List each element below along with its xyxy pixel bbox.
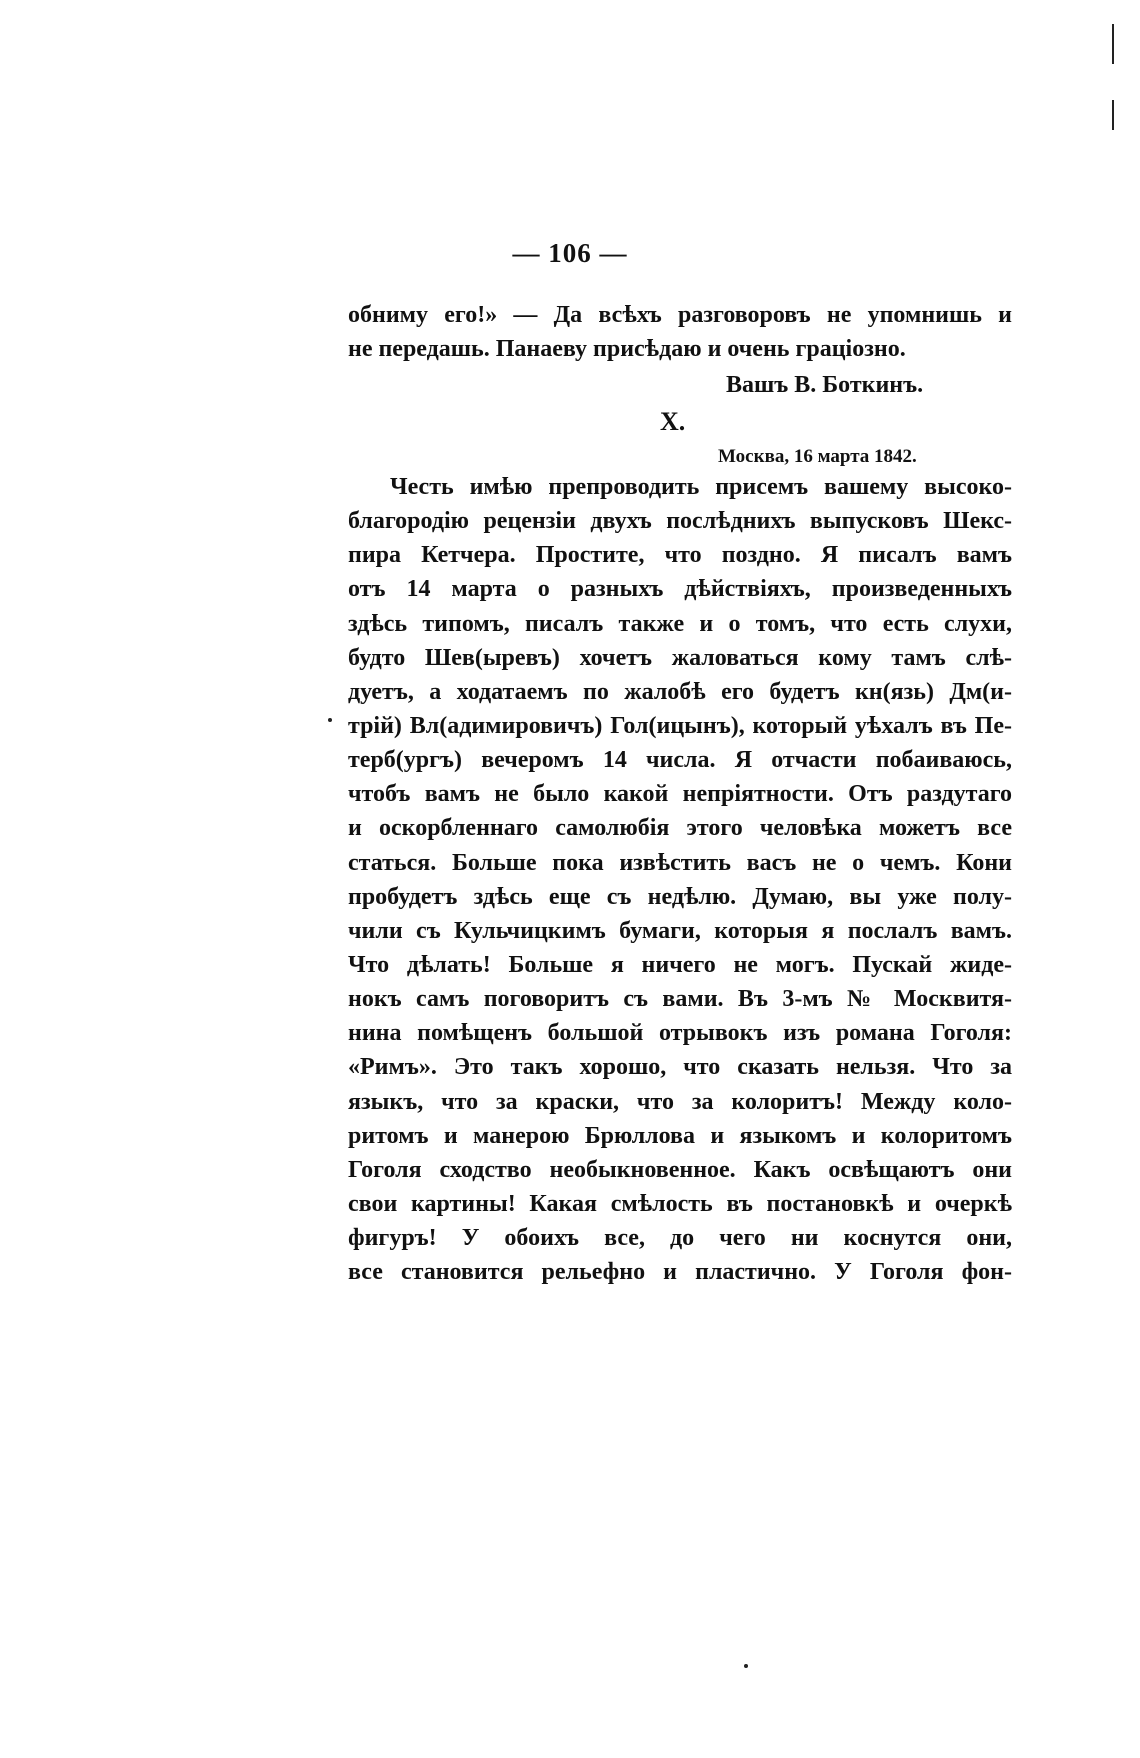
scan-speck (744, 1664, 748, 1668)
scan-speck (1112, 24, 1114, 64)
letter-body (348, 470, 1012, 1289)
text-line: нокъ самъ поговоритъ съ вами. Въ 3-мъ № Москвитя- (348, 986, 1012, 1013)
text-line: Что дѣлать! Больше я ничего не могъ. Пускай жиде- (348, 951, 1012, 978)
scan-speck (1112, 100, 1114, 130)
signature (0, 368, 1140, 402)
text-line: Гоголя сходство необыкновенное. Какъ освѣщаютъ они (348, 1156, 1012, 1183)
text-line: статься. Больше пока извѣстить васъ не о чемъ. Кони (348, 849, 1012, 876)
text-line: не передашь. Панаеву присѣдаю и очень граціозно. (348, 336, 906, 363)
dateline: Москва, 16 марта 1842. (718, 446, 917, 467)
text-line: нина помѣщенъ большой отрывокъ изъ романа Гоголя: (348, 1020, 1012, 1047)
signature-text: Вашъ В. Боткинъ. (726, 372, 924, 398)
text-line: все становится рельефно и пластично. У Гоголя фон- (348, 1259, 1012, 1286)
text-line: терб(ургъ) вечеромъ 14 числа. Я отчасти побаиваюсь, (348, 747, 1012, 774)
text-line: здѣсь типомъ, писалъ также и о томъ, что есть слухи, (348, 610, 1012, 637)
text-line: дуетъ, а ходатаемъ по жалобѣ его будетъ кн(язь) Дм(и- (348, 678, 1012, 705)
text-line: благородію рецензіи двухъ послѣднихъ выпусковъ Шекс- (348, 508, 1012, 535)
text-line: фигуръ! У обоихъ все, до чего ни коснутся они, (348, 1225, 1012, 1252)
text-line: ритомъ и манерою Брюллова и языкомъ и колоритомъ (348, 1122, 1012, 1149)
text-line: пробудетъ здѣсь еще съ недѣлю. Думаю, вы уже полу- (348, 883, 1012, 910)
page-number: — 106 — (512, 238, 628, 268)
text-line: свои картины! Какая смѣлость въ постановкѣ и очеркѣ (348, 1190, 1012, 1217)
text-line: пира Кетчера. Простите, что поздно. Я писалъ вамъ (348, 542, 1012, 569)
text-line: и оскорбленнаго самолюбія этого человѣка можетъ все (348, 815, 1012, 842)
letter-number: X. (660, 407, 686, 436)
text-line: трій) Вл(адимировичъ) Гол(ицынъ), который уѣхалъ въ Пе- (348, 712, 1012, 739)
text-line: языкъ, что за краски, что за колоритъ! Между коло- (348, 1088, 1012, 1115)
text-line: отъ 14 марта о разныхъ дѣйствіяхъ, произведенныхъ (348, 576, 1012, 603)
text-line: обниму его!» — Да всѣхъ разговоровъ не упомнишь и (348, 302, 1012, 328)
text-line: «Римъ». Это такъ хорошо, что сказать нельзя. Что за (348, 1054, 1012, 1081)
text-line: чили съ Кульчицкимъ бумаги, которыя я послалъ вамъ. (348, 917, 1012, 944)
text-line: Честь имѣю препроводить присемъ вашему высоко- (390, 474, 1012, 500)
scan-speck (328, 718, 332, 722)
text-line: будто Шев(ыревъ) хочетъ жаловаться кому тамъ слѣ- (348, 644, 1012, 671)
opening-paragraph (348, 298, 1012, 366)
text-line: чтобъ вамъ не было какой непріятности. Отъ раздутаго (348, 781, 1012, 808)
